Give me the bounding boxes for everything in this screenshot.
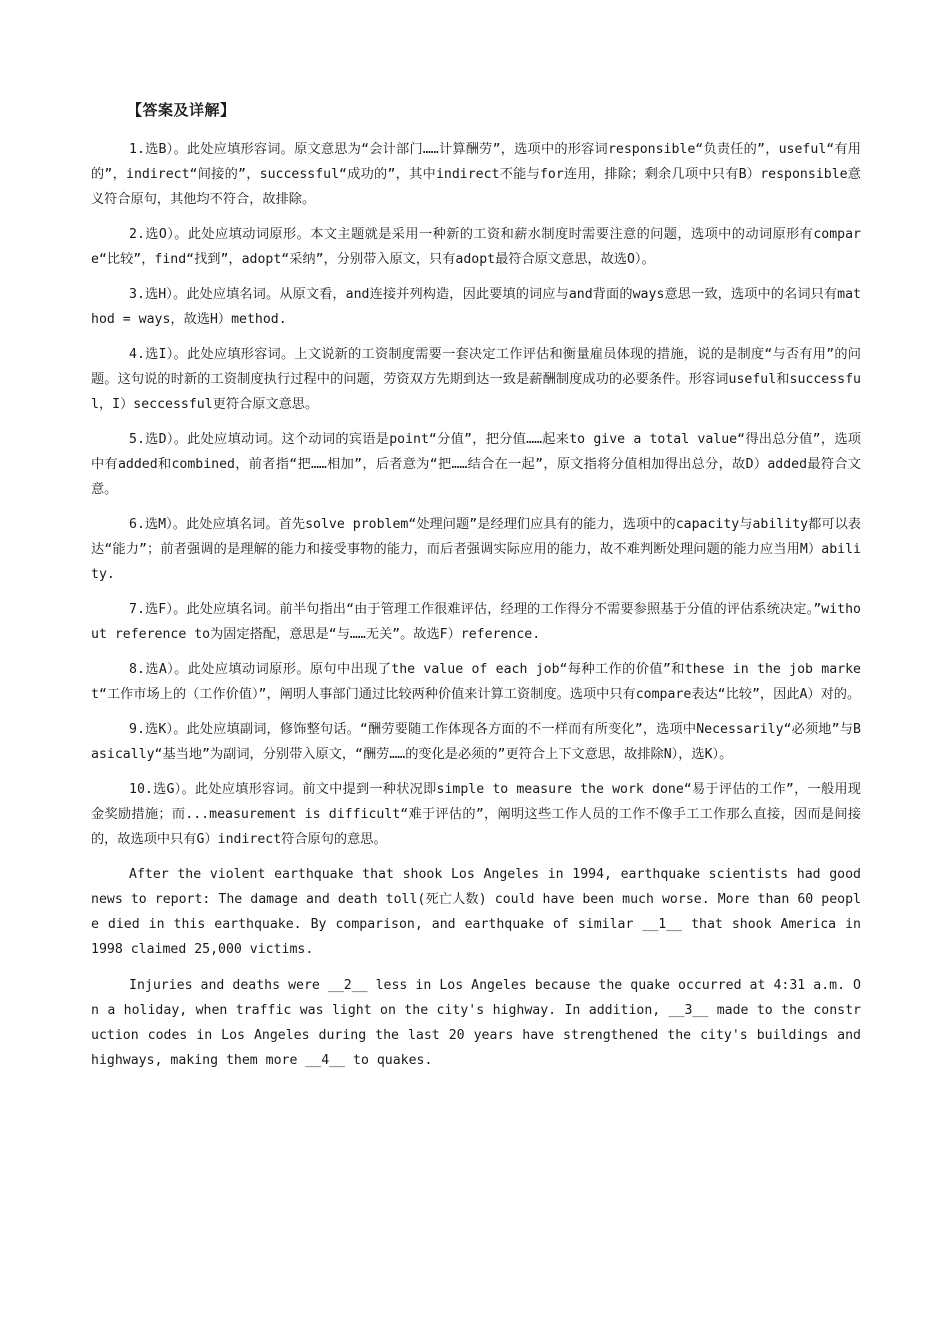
answer-paragraph-1: 1.选B）。此处应填形容词。原文意思为“会计部门……计算酬劳”，选项中的形容词responsible“负责任的”，useful“有用的”，indirect“间接的”，successful“成功的”，其中indirect不能与for连用，排除；剩余几项中只有B）responsible意义符合原句，其他均不符合，故排除。 <box>91 142 861 207</box>
answer-heading: 【答案及详解】 <box>127 101 236 119</box>
passage-paragraph-1: After the violent earthquake that shook Los Angeles in 1994, earthquake scientists had good news to report: The damage and death toll(死亡人数) could have been much worse. More than 60 people died in this earthquake. By comparison, and earthquake of similar __1__ that shook America in 1998 claimed 25,000 victims. <box>91 867 861 957</box>
answer-paragraph-9: 9.选K）。此处应填副词，修饰整句话。“酬劳要随工作体现各方面的不一样而有所变化”，选项中Necessarily“必须地”与Basically“基当地”为副词，分别带入原文，“酬劳……的变化是必须的”更符合上下文意思，故排除N），选K）。 <box>91 722 861 762</box>
passage-paragraph-2: Injuries and deaths were __2__ less in Los Angeles because the quake occurred at 4:31 a.m. On a holiday, when traffic was light on the city's highway. In addition, __3__ made to the construction codes in Los Angeles during the last 20 years have strengthened the city's buildings and highways, making them more __4__ to quakes. <box>91 978 861 1068</box>
answer-paragraph-2: 2.选O）。此处应填动词原形。本文主题就是采用一种新的工资和薪水制度时需要注意的问题，选项中的动词原形有compare“比较”，find“找到”，adopt“采纳”，分别带入原文，只有adopt最符合原文意思，故选O）。 <box>91 227 861 267</box>
answer-paragraph-10: 10.选G）。此处应填形容词。前文中提到一种状况即simple to measure the work done“易于评估的工作”，一般用现金奖励措施；而...measurement is difficult“难于评估的”，阐明这些工作人员的工作不像手工工作那么直接，因而是间接的，故选项中只有G）indirect符合原句的意思。 <box>91 782 861 847</box>
answer-paragraph-6: 6.选M）。此处应填名词。首先solve problem“处理问题”是经理们应具有的能力，选项中的capacity与ability都可以表达“能力”；前者强调的是理解的能力和接受事物的能力，而后者强调实际应用的能力，故不难判断处理问题的能力应当用M）ability. <box>91 517 861 582</box>
answer-paragraph-4: 4.选I）。此处应填形容词。上文说新的工资制度需要一套决定工作评估和衡量雇员体现的措施，说的是制度“与否有用”的问题。这句说的时新的工资制度执行过程中的问题，劳资双方先期到达一致是薪酬制度成功的必要条件。形容词useful和successful，I）seccessful更符合原文意思。 <box>91 347 861 412</box>
answer-paragraph-7: 7.选F）。此处应填名词。前半句指出“由于管理工作很难评估，经理的工作得分不需要参照基于分值的评估系统决定。”without reference to为固定搭配，意思是“与……无关”。故选F）reference. <box>91 602 861 642</box>
document-body <box>91 137 861 1084</box>
answer-paragraph-3: 3.选H）。此处应填名词。从原文看，and连接并列构造，因此要填的词应与and背面的ways意思一致，选项中的名词只有mathod = ways，故选H）method. <box>91 287 861 327</box>
answer-paragraph-8: 8.选A）。此处应填动词原形。原句中出现了the value of each job“每种工作的价值”和these in the job market“工作市场上的（工作价值）”，阐明人事部门通过比较两种价值来计算工资制度。选项中只有compare表达“比较”，因此A）对的。 <box>91 662 861 702</box>
answer-paragraph-5: 5.选D）。此处应填动词。这个动词的宾语是point“分值”，把分值……起来to give a total value“得出总分值”，选项中有added和combined，前者指“把……相加”，后者意为“把……结合在一起”，原文指将分值相加得出总分，故D）added最符合文意。 <box>91 432 861 497</box>
